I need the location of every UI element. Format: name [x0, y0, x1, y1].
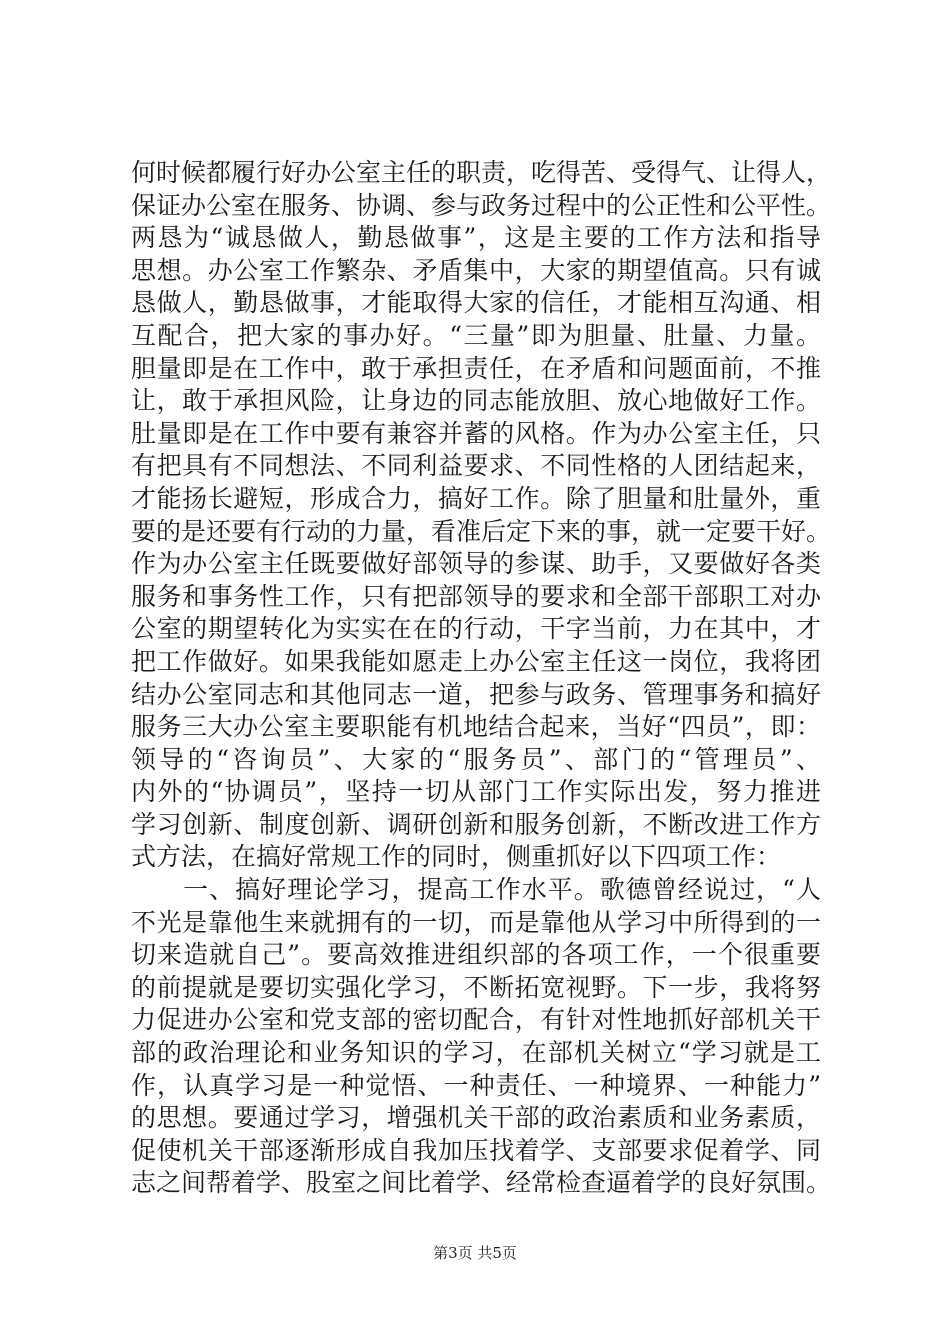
document-body [131, 157, 832, 1200]
text-line: 有把具有不同想法、不同利益要求、不同性格的人团结起来， [131, 451, 821, 481]
text-line: 志之间帮着学、股室之间比着学、经常检查逼着学的良好氛围。 [131, 1168, 832, 1198]
text-line: 何时候都履行好办公室主任的职责，吃得苦、受得气、让得人， [131, 158, 832, 187]
text-line: 的前提就是要切实强化学习，不断拓宽视野。下一步，我将努 [131, 972, 821, 1002]
text-line: 式方法，在搞好常规工作的同时，侧重抓好以下四项工作： [131, 842, 782, 872]
text-line: 两恳为“诚恳做人，勤恳做事”，这是主要的工作方法和指导 [131, 223, 821, 253]
text-line: 互配合，把大家的事办好。“三量”即为胆量、肚量、力量。 [131, 320, 821, 350]
text-line: 促使机关干部逐渐形成自我加压找着学、支部要求促着学、同 [131, 1135, 821, 1165]
text-line: 服务和事务性工作，只有把部领导的要求和全部干部职工对办 [131, 581, 821, 611]
text-line: 作为办公室主任既要做好部领导的参谋、助手，又要做好各类 [131, 549, 821, 579]
text-line: 不光是靠他生来就拥有的一切，而是靠他从学习中所得到的一 [131, 907, 821, 937]
text-line: 把工作做好。如果我能如愿走上办公室主任这一岗位，我将团 [131, 646, 821, 676]
text-line: 思想。办公室工作繁杂、矛盾集中，大家的期望值高。只有诚 [131, 255, 821, 285]
text-line: 服务三大办公室主要职能有机地结合起来，当好“四员”，即： [131, 712, 821, 742]
text-line: 学习创新、制度创新、调研创新和服务创新，不断改进工作方 [131, 809, 821, 839]
text-line: 公室的期望转化为实实在在的行动，干字当前，力在其中，才 [131, 614, 821, 644]
text-line: 让，敢于承担风险，让身边的同志能放胆、放心地做好工作。 [131, 386, 821, 416]
text-line: 力促进办公室和党支部的密切配合，有针对性地抓好部机关干 [131, 1005, 821, 1035]
text-line: 结办公室同志和其他同志一道，把参与政务、管理事务和搞好 [131, 679, 821, 709]
text-line: 保证办公室在服务、协调、参与政务过程中的公正性和公平性。 [131, 190, 832, 220]
text-line: 领导的“咨询员”、大家的“服务员”、部门的“管理员”、 [131, 744, 821, 774]
text-line: 部的政治理论和业务知识的学习，在部机关树立“学习就是工 [131, 1038, 821, 1068]
text-line: 恳做人，勤恳做事，才能取得大家的信任，才能相互沟通、相 [131, 288, 821, 318]
text-line: 内外的“协调员”，坚持一切从部门工作实际出发，努力推进 [131, 777, 821, 807]
text-line: 作，认真学习是一种觉悟、一种责任、一种境界、一种能力” [131, 1070, 821, 1100]
text-line: 一、搞好理论学习，提高工作水平。歌德曾经说过，“人 [131, 875, 821, 905]
text-line: 胆量即是在工作中，敢于承担责任，在矛盾和问题面前，不推 [131, 353, 821, 383]
text-line: 才能扬长避短，形成合力，搞好工作。除了胆量和肚量外，重 [131, 483, 821, 513]
text-line: 的思想。要通过学习，增强机关干部的政治素质和业务素质， [131, 1103, 821, 1133]
text-line: 要的是还要有行动的力量，看准后定下来的事，就一定要干好。 [131, 516, 832, 546]
text-line: 肚量即是在工作中要有兼容并蓄的风格。作为办公室主任，只 [131, 418, 821, 448]
page-number-footer: 第3页 共5页 [433, 1244, 517, 1262]
text-line: 切来造就自己”。要高效推进组织部的各项工作，一个很重要 [131, 940, 821, 970]
